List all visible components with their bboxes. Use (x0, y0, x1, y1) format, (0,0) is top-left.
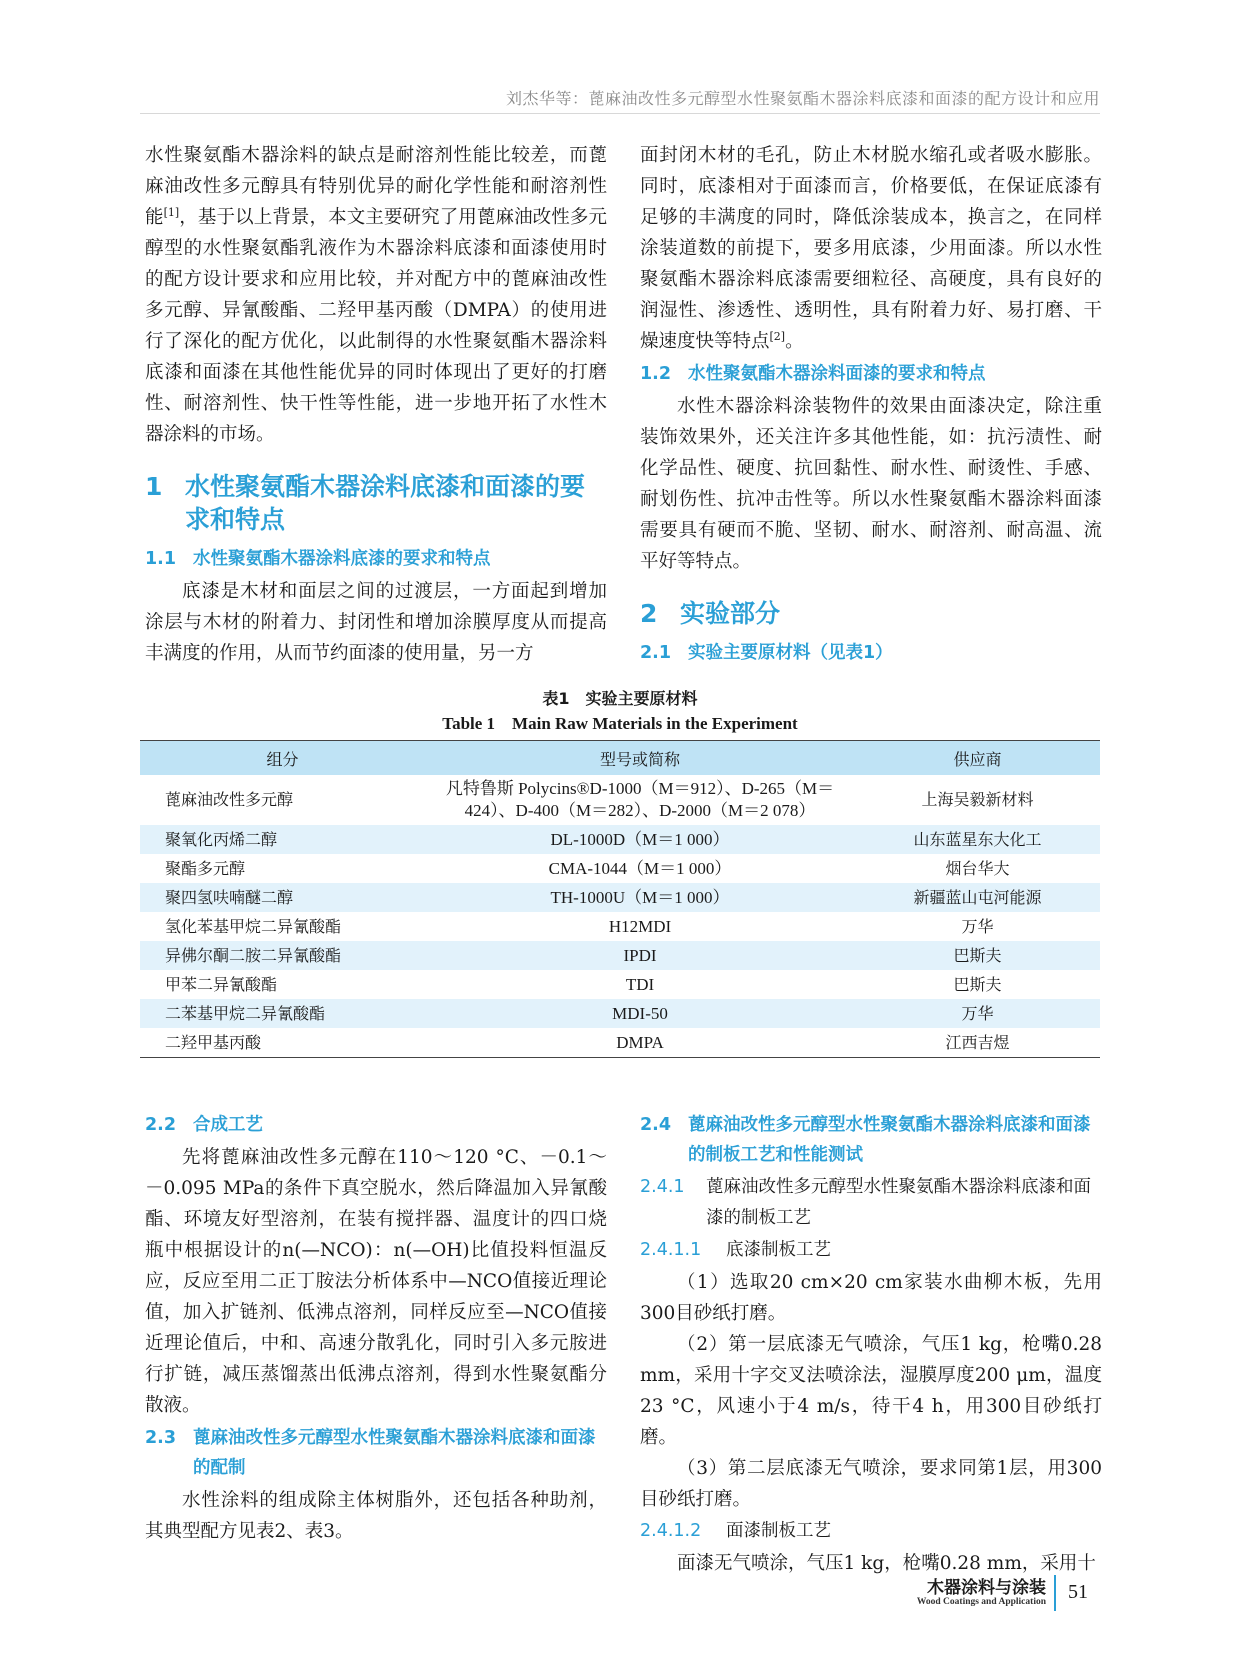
table-cell: 异佛尔酮二胺二异氰酸酯 (140, 941, 425, 970)
column-header: 型号或简称 (425, 741, 855, 776)
section-heading-2-4-1-1: 2.4.1.1 底漆制板工艺 (640, 1240, 831, 1260)
table-cell: 聚四氢呋喃醚二醇 (140, 883, 425, 912)
table-cell: DL-1000D（M＝1 000） (425, 825, 855, 854)
table-cell: 聚酯多元醇 (165, 858, 246, 878)
table-cell: 万华 (961, 916, 994, 936)
table-row (140, 825, 1100, 854)
section-heading-2-4: 2.4 蓖麻油改性多元醇型水性聚氨酯木器涂料底漆和面漆的制板工艺和性能测试 (640, 1115, 1091, 1165)
body-paragraph: （2）第一层底漆无气喷涂，气压1 kg，枪嘴0.28 mm，采用十字交叉法喷涂法，湿膜厚度200 μm，温度23 °C，风速小于4 m/s，待干4 h，用300目砂纸打磨。 (640, 1334, 1102, 1448)
left-column-bottom (145, 1108, 607, 1547)
table-row (140, 970, 1100, 999)
column-header: 组分 (140, 741, 425, 776)
table-cell: 上海吴毅新材料 (921, 790, 1034, 809)
table-cell: CMA-1044（M＝1 000） (548, 858, 732, 878)
table-header-row (140, 741, 1100, 776)
body-paragraph: （1）选取20 cm×20 cm家装水曲柳木板，先用300目砂纸打磨。 (640, 1272, 1102, 1324)
table-cell: 二苯基甲烷二异氰酸酯 (140, 999, 425, 1028)
section-heading-2-4-1: 2.4.1 蓖麻油改性多元醇型水性聚氨酯木器涂料底漆和面漆的制板工艺 (640, 1177, 1091, 1228)
body-paragraph: （3）第二层底漆无气喷涂，要求同第1层，用300目砂纸打磨。 (640, 1458, 1102, 1510)
table-cell: 山东蓝星东大化工 (855, 825, 1100, 854)
table-cell: 聚氧化丙烯二醇 (140, 825, 425, 854)
table-cell: 万华 (855, 999, 1100, 1028)
footer-divider (1054, 1575, 1056, 1611)
table-cell: 蓖麻油改性多元醇 (165, 790, 294, 809)
section-heading-1-2: 1.2 水性聚氨酯木器涂料面漆的要求和特点 (640, 364, 986, 384)
body-paragraph: 底漆是木材和面层之间的过渡层，一方面起到增加涂层与木材的附着力、封闭性和增加涂膜厚度从而提高丰满度的作用，从而节约面漆的使用量，另一方 (145, 581, 607, 664)
table-caption-en: Table 1 Main Raw Materials in the Experiment (442, 714, 798, 733)
section-heading-2-1: 2.1 实验主要原材料（见表1） (640, 643, 893, 663)
materials-table (140, 740, 1100, 1058)
materials-table-block (140, 686, 1100, 1058)
citation-ref[interactable]: [2] (769, 329, 786, 343)
table-row (140, 912, 1100, 941)
section-heading-2: 2 实验部分 (640, 599, 781, 628)
body-paragraph: 面封闭木材的毛孔，防止木材脱水缩孔或者吸水膨胀。同时，底漆相对于面漆而言，价格要低，在保证底漆有足够的丰满度的同时，降低涂装成本，换言之，在同样涂装道数的前提下，要多用底漆，少用面漆。所以水性聚氨酯木器涂料底漆需要细粒径、高硬度，具有良好的润湿性、渗透性、透明性，具有附着力好、易打磨、干燥速度快等特点[2]。 (640, 145, 1102, 352)
table-cell: 江西吉煜 (855, 1028, 1100, 1058)
table-cell: 巴斯夫 (855, 941, 1100, 970)
body-paragraph: 水性木器涂料涂装物件的效果由面漆决定，除注重装饰效果外，还关注许多其他性能，如：抗污渍性、耐化学品性、硬度、抗回黏性、耐水性、耐烫性、手感、耐划伤性、抗冲击性等。所以水性聚氨酯木器涂料面漆需要具有硬而不脆、坚韧、耐水、耐溶剂、耐高温、流平好等特点。 (640, 396, 1102, 572)
section-heading-1: 1 水性聚氨酯木器涂料底漆和面漆的要求和特点 (145, 472, 586, 534)
body-paragraph: 先将蓖麻油改性多元醇在110～120 °C、－0.1～－0.095 MPa的条件下真空脱水，然后降温加入异氰酸酯、环境友好型溶剂，在装有搅拌器、温度计的四口烧瓶中根据设计的n(—NCO)：n(—OH)比值投料恒温反应，反应至用二正丁胺法分析体系中—NCO值接近理论值，加入扩链剂、低沸点溶剂，同样反应至—NCO值接近理论值后，中和、高速分散乳化，同时引入多元胺进行扩链，减压蒸馏蒸出低沸点溶剂，得到水性聚氨酯分散液。 (145, 1147, 607, 1416)
section-heading-2-4-1-2: 2.4.1.2 面漆制板工艺 (640, 1521, 831, 1541)
body-paragraph: 面漆无气喷涂，气压1 kg，枪嘴0.28 mm，采用十 (677, 1553, 1096, 1574)
column-header: 供应商 (855, 741, 1100, 776)
table-cell: MDI-50 (425, 999, 855, 1028)
journal-title-en: Wood Coatings and Application (916, 1597, 1046, 1607)
header-divider (140, 113, 1100, 114)
table-row (140, 941, 1100, 970)
table-cell: 新疆蓝山屯河能源 (855, 883, 1100, 912)
table-row (140, 775, 1100, 825)
section-heading-2-3: 2.3 蓖麻油改性多元醇型水性聚氨酯木器涂料底漆和面漆的配制 (145, 1428, 596, 1478)
right-column-top (640, 140, 1102, 670)
table-row (140, 854, 1100, 883)
table-cell: DMPA (425, 1028, 855, 1058)
citation-ref[interactable]: [1] (163, 205, 180, 219)
page-footer (850, 1573, 1100, 1613)
section-heading-1-1: 1.1 水性聚氨酯木器涂料底漆的要求和特点 (145, 549, 491, 569)
table-cell: 甲苯二异氰酸酯 (165, 974, 278, 994)
table-cell: TDI (625, 974, 655, 994)
table-cell: 氢化苯基甲烷二异氰酸酯 (165, 916, 342, 936)
table-cell: H12MDI (608, 916, 672, 936)
body-paragraph: 水性涂料的组成除主体树脂外，还包括各种助剂，其典型配方见表2、表3。 (145, 1490, 607, 1542)
table-caption-cn: 表1 实验主要原材料 (542, 689, 698, 708)
table-cell: IPDI (425, 941, 855, 970)
table-cell: 凡特鲁斯 Polycins®D-1000（M＝912）、D-265（M＝424）、D-400（M＝282）、D-2000（M＝2 078） (445, 779, 835, 820)
page-number: 51 (1068, 1581, 1088, 1603)
section-heading-2-2: 2.2 合成工艺 (145, 1115, 263, 1135)
table-cell: 巴斯夫 (953, 974, 1002, 994)
right-column-bottom (640, 1108, 1102, 1579)
journal-title-cn: 木器涂料与涂装 (927, 1578, 1046, 1598)
intro-paragraph: 水性聚氨酯木器涂料的缺点是耐溶剂性能比较差，而蓖麻油改性多元醇具有特别优异的耐化学性能和耐溶剂性能[1]，基于以上背景，本文主要研究了用蓖麻油改性多元醇型的水性聚氨酯乳液作为木器涂料底漆和面漆使用时的配方设计要求和应用比较，并对配方中的蓖麻油改性多元醇、异氰酸酯、二羟甲基丙酸（DMPA）的使用进行了深化的配方优化，以此制得的水性聚氨酯木器涂料底漆和面漆在其他性能优异的同时体现出了更好的打磨性、耐溶剂性、快干性等性能，进一步地开拓了水性木器涂料的市场。 (145, 145, 607, 445)
running-head: 刘杰华等：蓖麻油改性多元醇型水性聚氨酯木器涂料底漆和面漆的配方设计和应用 (505, 89, 1100, 108)
table-row (140, 883, 1100, 912)
table-cell: 二羟甲基丙酸 (140, 1028, 425, 1058)
table-cell: 烟台华大 (945, 858, 1010, 878)
table-row (140, 1028, 1100, 1058)
table-cell: TH-1000U（M＝1 000） (425, 883, 855, 912)
left-column-top (145, 140, 607, 669)
table-row (140, 999, 1100, 1028)
